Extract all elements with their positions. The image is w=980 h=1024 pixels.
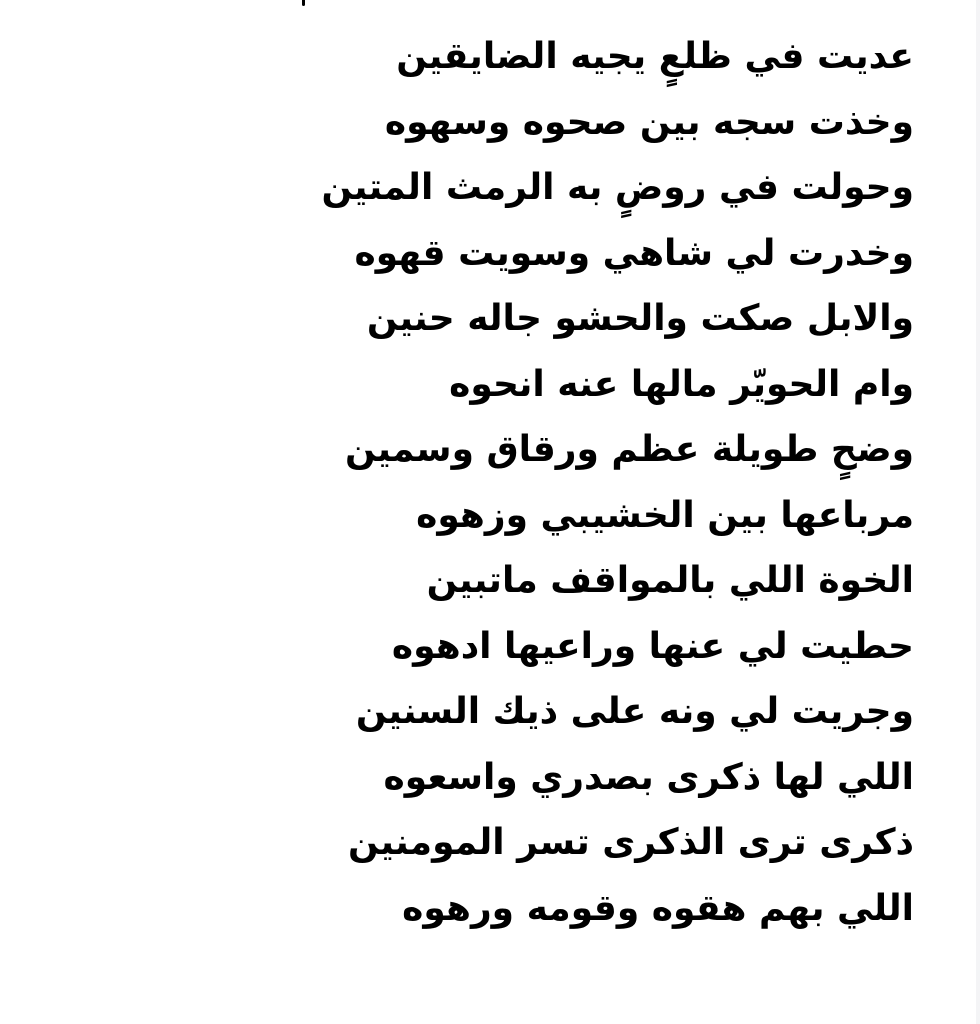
poem-line-6: وام الحويّر مالها عنه انحوه — [449, 363, 914, 405]
poem-line-8: مرباعها بين الخشيبي وزهوه — [416, 494, 914, 536]
page-edge — [976, 0, 980, 1024]
clipped-text-fragment — [294, 0, 314, 6]
poem-line-7: وضحٍ طويلة عظم ورقاق وسمين — [344, 429, 914, 470]
poem-line-9: الخوة اللي بالمواقف ماتبين — [426, 560, 914, 601]
poem-text — [314, 24, 914, 941]
poem-line-11: وجريت لي ونه على ذيك السنين — [355, 691, 914, 732]
poem-line-3: وحولت في روضٍ به الرمث المتين — [321, 167, 914, 208]
poem-line-1: عديت في ظلعٍ يجيه الضايقين — [396, 36, 914, 77]
poem-line-13: ذكرى ترى الذكرى تسر المومنين — [348, 822, 914, 863]
poem-line-14: اللي بهم هقوه وقومه ورهوه — [402, 887, 914, 929]
poem-line-5: والابل صكت والحشو جاله حنين — [366, 298, 914, 339]
poem-line-2: وخذت سجه بين صحوه وسهوه — [384, 101, 914, 143]
poem-line-4: وخدرت لي شاهي وسويت قهوه — [354, 232, 914, 274]
poem-line-10: حطيت لي عنها وراعيها ادهوه — [391, 625, 914, 667]
poem-line-12: اللي لها ذكرى بصدري واسعوه — [383, 756, 914, 798]
